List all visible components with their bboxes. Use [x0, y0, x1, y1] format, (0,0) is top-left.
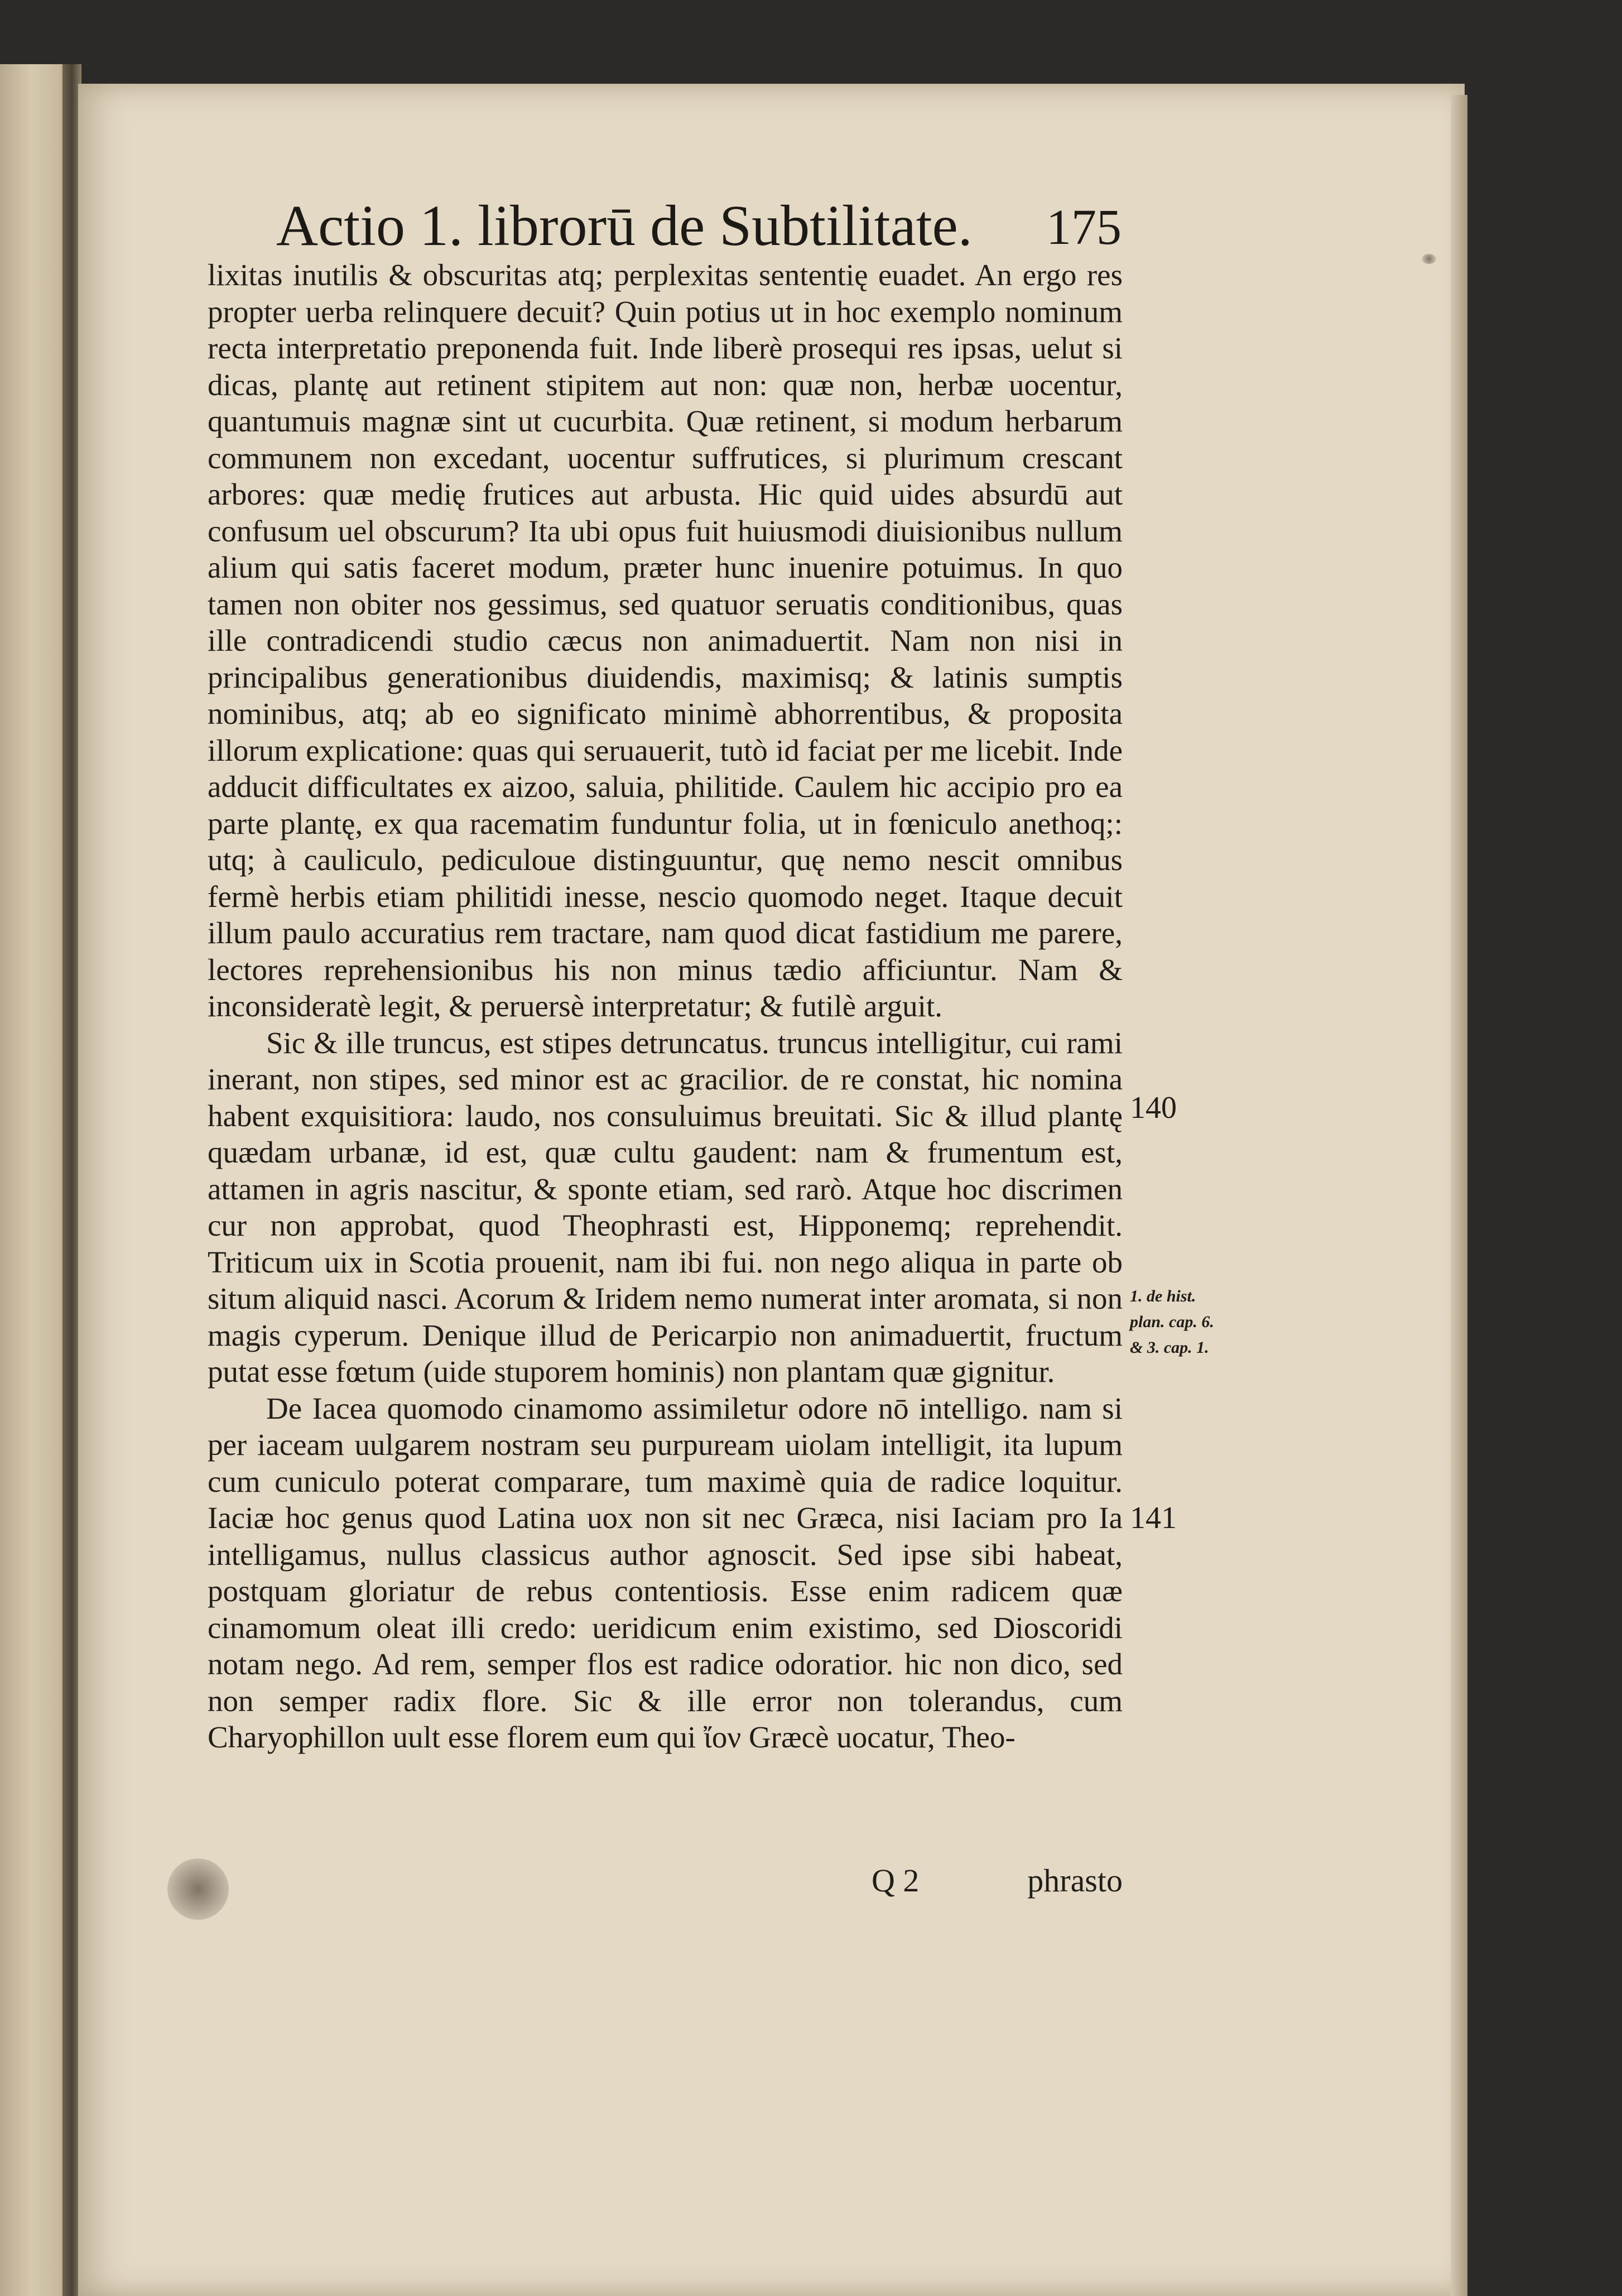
page-fore-edge [1451, 95, 1467, 2296]
margin-note-line: & 3. cap. 1. [1130, 1338, 1209, 1357]
running-title: Actio 1. librorū de Subtilitate. [276, 194, 973, 258]
body-paragraph: Sic & ille truncus, est stipes detruncatus. truncus intelligitur, cui rami inerant, non stipes, sed minor est ac gracilior. de re constat, hic nomina habent exquisitiora: laudo, nos consuluimus breuitati. Sic & illud plantę quædam urbanæ, id est, quæ cultu gaudent: nam & frumentum est, attamen in agris nascitur, & sponte etiam, sed rarò. Atque hoc discrimen cur non approbat, quod Theophrasti est, Hipponemq; reprehendit. Triticum uix in Scotia prouenit, nam ibi fui. non nego aliqua in parte ob situm aliquid nasci. Acorum & Iridem nemo numerat inter aromata, si non magis cyperum. Denique illud de Pericarpio non animaduertit, fructum putat esse fœtum (uide stuporem hominis) non plantam quæ gignitur. [208, 1025, 1123, 1389]
page-number: 175 [1046, 200, 1122, 255]
ink-smudge [1422, 254, 1436, 264]
margin-reference-note [1130, 1284, 1264, 1361]
signature-mark: Q 2 [872, 1862, 920, 1899]
main-text-block [208, 257, 1123, 1756]
body-paragraph: De Iacea quomodo cinamomo assimiletur odore nō intelligo. nam si per iaceam uulgarem nostram seu purpuream uiolam intelligit, ita lupum cum cuniculo poterat comparare, tum maximè quia de radice loquitur. Iaciæ hoc genus quod Latina uox non sit nec Græca, nisi Iaciam pro Ia intelligamus, nullus classicus author agnoscit. Sed ipse sibi habeat, postquam gloriatur de rebus contentiosis. Esse enim radicem quæ cinamomum oleat illi credo: ueridicum enim existimo, sed Dioscoridi notam nego. Ad rem, semper flos est radice odoratior. hic non dico, sed non semper radix flore. Sic & ille error non tolerandus, cum Charyophillon uult esse florem eum qui ἴον Græcè uocatur, Theo- [208, 1391, 1123, 1754]
margin-section-number: 141 [1130, 1501, 1177, 1535]
left-page-edge [0, 64, 70, 2296]
page-footer [208, 1858, 1123, 1903]
margin-section-number: 140 [1130, 1091, 1177, 1125]
catchword: phrasto [1027, 1862, 1123, 1899]
margin-note-line: 1. de hist. [1130, 1287, 1196, 1305]
margin-note-line: plan. cap. 6. [1130, 1313, 1214, 1331]
body-paragraph: lixitas inutilis & obscuritas atq; perplexitas sententię euadet. An ergo res propter uerba relinquere decuit? Quin potius ut in hoc exemplo nominum recta interpretatio preponenda fuit. Inde liberè prosequi res ipsas, uelut si dicas, plantę aut retinent stipitem aut non: quæ non, herbæ uocentur, quantumuis magnæ sint ut cucurbita. Quæ retinent, si modum herbarum communem non excedant, uocentur suffrutices, si plurimum crescant arbores: quæ medię frutices aut arbusta. Hic quid uides absurdū aut confusum uel obscurum? Ita ubi opus fuit huiusmodi diuisionibus nullum alium qui satis faceret modum, præter hunc inuenire potuimus. In quo tamen non obiter nos gessimus, sed quatuor seruatis conditionibus, quas ille contradicendi studio cæcus non animaduertit. Nam non nisi in principalibus generationibus diuidendis, maximisq; & latinis sumptis nominibus, atq; ab eo significato minimè abhorrentibus, & proposita illorum explicatione: quas qui seruauerit, tutò id faciat per me licebit. Inde adducit difficultates ex aizoo, saluia, philitide. Caulem hic accipio pro ea parte plantę, ex qua racematim funduntur folia, ut in fœniculo anethoq;: utq; à cauliculo, pediculoue distinguuntur, quę nemo nescit omnibus fermè herbis etiam philitidi inesse, nescio quomodo neget. Itaque decuit illum paulo accuratius rem tractare, nam quod dicat fastidium me parere, lectores reprehensionibus his non minus tædio afficiuntur. Nam & inconsideratè legit, & peruersè interpretatur; & futilè arguit. [208, 258, 1123, 1023]
